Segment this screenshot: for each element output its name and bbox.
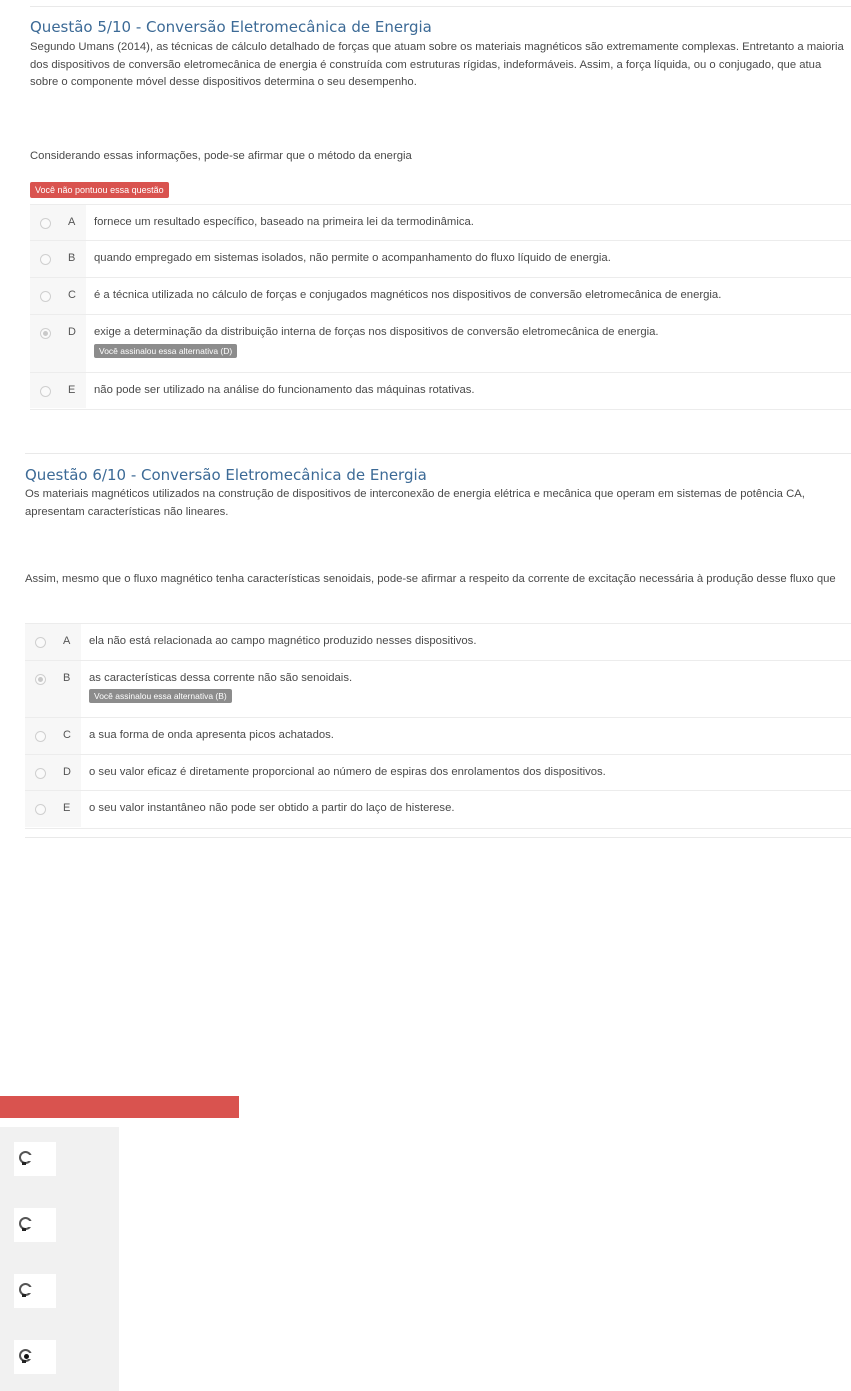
alternative-body [86,278,851,315]
radio-dot-icon [24,1354,29,1359]
alternative-b[interactable] [30,240,851,278]
radio-box-3[interactable] [14,1274,56,1308]
question-5-alternatives [30,204,851,408]
question-5-prompt: Considerando essas informações, pode-se afirmar que o método da energia [30,150,412,162]
alternative-body [86,241,851,278]
alternative-body [86,205,851,241]
alternative-text: fornece um resultado específico, baseado na primeira lei da termodinâmica. [94,216,474,228]
radio-c[interactable] [40,291,51,302]
question-6-title: Questão 6/10 - Conversão Eletromecânica de Energia [25,466,427,484]
question-6-alternatives [25,623,851,827]
radio-box-1[interactable] [14,1142,56,1176]
radio-e[interactable] [35,804,46,815]
alternative-letter: E [68,384,76,396]
alternative-body [81,624,851,661]
alternative-letter: B [68,252,76,264]
radio-icon[interactable] [19,1151,32,1164]
alternative-text: é a técnica utilizada no cálculo de forças e conjugados magnéticos nos dispositivos de conversão eletromecânica de energia. [94,289,722,301]
alternative-a[interactable] [25,623,851,661]
alternative-d[interactable] [30,314,851,373]
score-badge: Você não pontuou essa questão [30,182,169,198]
alternative-body [81,661,851,718]
alternative-text: o seu valor eficaz é diretamente proporcional ao número de espiras dos enrolamentos dos dispositivos. [89,766,606,778]
question-5-intro: Segundo Umans (2014), as técnicas de cálculo detalhado de forças que atuam sobre os materiais magnéticos são extremamente complexas. Entretanto a maioria dos dispositivos de conversão eletromecânica de energia é construída com estruturas rígidas, indeformáveis. Assim, a força líquida, ou o conjugado, que atua sobre o componente móvel desse dispositivos determina o seu desempenho. [30,41,844,88]
red-banner [0,1096,239,1118]
question-6-intro: Os materiais magnéticos utilizados na construção de dispositivos de interconexão de energia elétrica e mecânica que operam em sistemas de potência CA, apresentam características não lineares. [25,488,805,518]
alternative-text: as características dessa corrente não são senoidais. [89,672,353,684]
alternative-e[interactable] [30,372,851,410]
alternative-letter: D [63,766,71,778]
question-6-prompt: Assim, mesmo que o fluxo magnético tenha características senoidais, pode-se afirmar a respeito da corrente de excitação necessária à produção desse fluxo que [25,573,836,585]
alternative-c[interactable] [25,717,851,755]
radio-c[interactable] [35,731,46,742]
alternative-text: quando empregado em sistemas isolados, não permite o acompanhamento do fluxo líquido de energia. [94,252,611,264]
alternative-e[interactable] [25,790,851,829]
question-5-title: Questão 5/10 - Conversão Eletromecânica de Energia [30,18,432,36]
alternative-text: a sua forma de onda apresenta picos achatados. [89,729,334,741]
alternative-body [81,755,851,791]
alternative-text: ela não está relacionada ao campo magnético produzido nesses dispositivos. [89,635,477,647]
alternative-text: exige a determinação da distribuição interna de forças nos dispositivos de conversão eletromecânica de energia. [94,326,659,338]
alternative-d[interactable] [25,754,851,791]
alternative-c[interactable] [30,277,851,315]
radio-a[interactable] [40,218,51,229]
radio-a[interactable] [35,637,46,648]
radio-b[interactable] [40,254,51,265]
alternative-text: o seu valor instantâneo não pode ser obtido a partir do laço de histerese. [89,802,455,814]
alternative-letter: C [68,289,76,301]
alternative-letter: E [63,802,71,814]
radio-d[interactable] [35,768,46,779]
alternative-letter: B [63,672,71,684]
alternative-a[interactable] [30,204,851,241]
alternative-letter: D [68,326,76,338]
top-divider [30,6,851,7]
alternative-b[interactable] [25,660,851,718]
radio-icon[interactable] [19,1283,32,1296]
radio-e[interactable] [40,386,51,397]
alternative-body [81,791,851,828]
alternative-letter: A [63,635,71,647]
radio-b-selected[interactable] [35,674,46,685]
alternative-body [86,315,851,373]
radio-icon[interactable] [19,1217,32,1230]
alternative-letter: A [68,216,76,228]
radio-d-selected[interactable] [40,328,51,339]
alternative-body [81,718,851,755]
radio-box-2[interactable] [14,1208,56,1242]
selected-badge: Você assinalou essa alternativa (D) [94,344,237,358]
selected-badge: Você assinalou essa alternativa (B) [89,689,232,703]
section-divider [25,453,851,454]
bottom-divider [25,837,851,838]
radio-zoom-panel [0,1127,119,1391]
alternative-body [86,373,851,409]
alternative-text: não pode ser utilizado na análise do funcionamento das máquinas rotativas. [94,384,475,396]
alternative-letter: C [63,729,71,741]
radio-box-4[interactable] [14,1340,56,1374]
